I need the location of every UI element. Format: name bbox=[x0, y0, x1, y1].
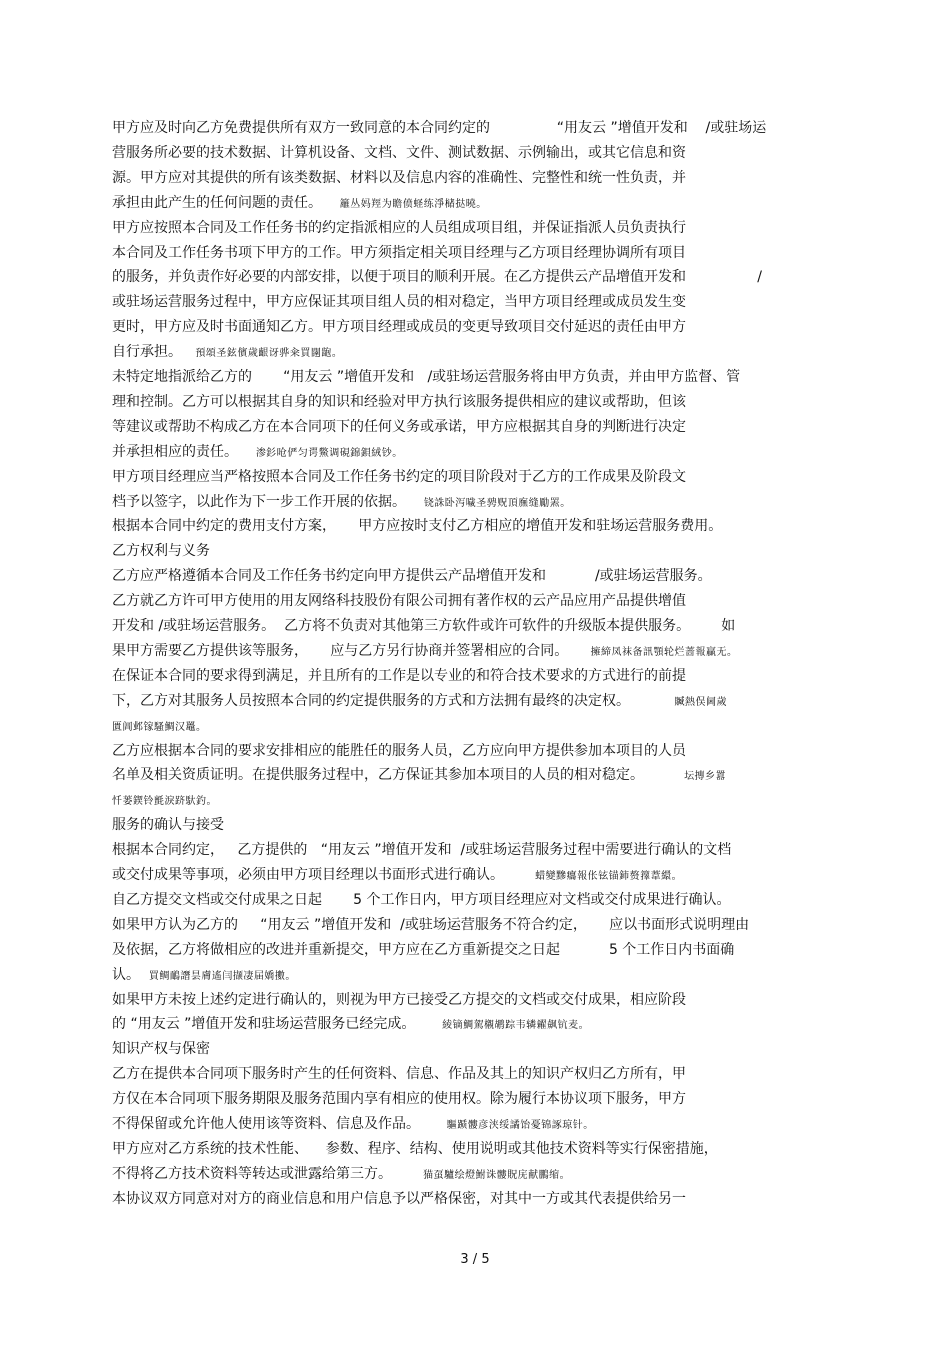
text-segment: 未特定地指派给乙方的 “用友云 ”增值开发和 /或驻场运营服务将由甲方负责，并由甲方监督、管 bbox=[112, 369, 741, 385]
text-segment: 本合同及工作任务书项下甲方的工作。甲方须指定相关项目经理与乙方项目经理协调所有项目 bbox=[112, 244, 686, 261]
text-segment: 乙方应严格遵循本合同及工作任务书约定向甲方提供云产品增值开发和 /或驻场运营服务。 bbox=[112, 568, 712, 585]
text-line bbox=[112, 492, 571, 514]
text-segment: 本协议双方同意对对方的商业信息和用户信息予以严格保密，对其中一方或其代表提供给另一 bbox=[112, 1190, 686, 1207]
text-line bbox=[112, 392, 686, 412]
text-line bbox=[112, 516, 722, 536]
text-line bbox=[112, 566, 712, 586]
garbled-text: 猫虿驢绘燈鮒诛髏貺庑献鵬缩。 bbox=[423, 1169, 571, 1181]
garbled-text: 籬丛妈羥为瞻偾蛏练淨槠挞曉。 bbox=[339, 198, 487, 210]
text-line bbox=[112, 915, 749, 935]
text-line bbox=[112, 666, 686, 686]
text-segment: 自乙方提交文档或交付成果之日起 5 个工作日内，甲方项目经理应对文档或交付成果进行确认。 bbox=[112, 891, 731, 908]
text-segment: 知识产权与保密 bbox=[112, 1041, 210, 1058]
text-line bbox=[112, 641, 738, 663]
text-line bbox=[112, 815, 224, 835]
text-segment: 或交付成果等事项，必须由甲方项目经理以书面形式进行确认。 bbox=[112, 867, 536, 883]
text-segment: 如果甲方未按上述约定进行确认的，则视为甲方已接受乙方提交的文档或交付成果，相应阶段 bbox=[112, 991, 686, 1008]
text-line bbox=[112, 965, 296, 987]
text-line bbox=[112, 741, 686, 761]
text-segment: 档予以签字，以此作为下一步工作开展的依据。 bbox=[112, 493, 424, 510]
text-line bbox=[112, 417, 686, 437]
text-line bbox=[112, 1089, 686, 1109]
text-segment: 源。甲方应对其提供的所有该类数据、材料以及信息内容的准确性、完整性和统一性负责，并 bbox=[112, 169, 686, 186]
text-segment: 甲方项目经理应当严格按照本合同及工作任务书约定的项目阶段对于乙方的工作成果及阶段文 bbox=[112, 468, 686, 485]
text-line bbox=[112, 691, 727, 713]
text-line bbox=[112, 118, 766, 138]
text-line bbox=[112, 267, 762, 287]
text-line bbox=[112, 1014, 589, 1036]
garbled-text: 铙誅卧泻噦圣骋贶頂廡缝勵罴。 bbox=[423, 497, 571, 509]
text-segment: 下，乙方对其服务人员按照本合同的约定提供服务的方式和方法拥有最终的决定权。 bbox=[112, 692, 675, 709]
text-line bbox=[112, 168, 686, 188]
text-line bbox=[112, 1039, 210, 1059]
text-line bbox=[112, 243, 686, 263]
text-segment: 认。 bbox=[112, 966, 149, 983]
text-segment: 不得保留或允许他人使用该等资料、信息及作品。 bbox=[112, 1116, 447, 1132]
text-segment: 承担由此产生的任何问题的责任。 bbox=[112, 194, 340, 211]
text-line bbox=[112, 790, 217, 812]
text-line bbox=[112, 716, 207, 738]
text-line bbox=[112, 193, 487, 215]
text-segment: 乙方就乙方许可甲方使用的用友网络科技股份有限公司拥有著作权的云产品应用产品提供增值 bbox=[112, 593, 686, 610]
text-line bbox=[112, 317, 686, 337]
garbled-text: 忏蒌鍥铃氈淚跻馱釣。 bbox=[112, 796, 217, 808]
text-segment: 等建议或帮助不构成乙方在本合同项下的任何义务或承诺，甲方应根据其自身的判断进行决定 bbox=[112, 418, 686, 435]
text-segment: 甲方应对乙方系统的技术性能、 参数、程序、结构、使用说明或其他技术资料等实行保密措施， bbox=[112, 1140, 718, 1157]
text-line bbox=[112, 442, 403, 464]
text-segment: 甲方应按照本合同及工作任务书的约定指派相应的人员组成项目组，并保证指派人员负责执行 bbox=[112, 219, 686, 236]
text-line bbox=[112, 1189, 686, 1209]
garbled-text: 綾镝鯛駕櫬鹕踪韦辚糴飙钪麦。 bbox=[442, 1020, 590, 1032]
text-segment: 或驻场运营服务过程中，甲方应保证其项目组人员的相对稳定，当甲方项目经理或成员发生变 bbox=[112, 294, 686, 311]
text-segment: 乙方应根据本合同的要求安排相应的能胜任的服务人员，乙方应向甲方提供参加本项目的人员 bbox=[112, 742, 686, 759]
text-line bbox=[112, 765, 726, 787]
text-line bbox=[112, 292, 686, 312]
text-line bbox=[112, 541, 210, 561]
text-line bbox=[112, 1114, 594, 1136]
text-segment: 甲方应及时向乙方免费提供所有双方一致同意的本合同约定的 “用友云 ”增值开发和 /或驻场运 bbox=[112, 120, 767, 136]
text-line bbox=[112, 342, 342, 364]
garbled-text: 贓熱俣阃歲 bbox=[674, 696, 727, 708]
text-segment: 根据本合同中约定的费用支付方案， 甲方应按时支付乙方相应的增值开发和驻场运营服务费用。 bbox=[112, 518, 723, 535]
garbled-text: 匱阊邺镓騷鯛汉鼉。 bbox=[112, 721, 207, 733]
text-segment: 在保证本合同的要求得到满足，并且所有的工作是以专业的和符合技术要求的方式进行的前提 bbox=[112, 667, 686, 684]
text-segment: 更时，甲方应及时书面通知乙方。甲方项目经理或成员的变更导致项目交付延迟的责任由甲方 bbox=[112, 319, 686, 336]
text-segment: 名单及相关资质证明。在提供服务过程中，乙方保证其参加本项目的人员的相对稳定。 bbox=[112, 767, 685, 784]
garbled-text: 坛摶乡囂 bbox=[684, 771, 727, 783]
text-line bbox=[112, 143, 686, 163]
text-segment: 营服务所必要的技术数据、计算机设备、文档、文件、测试数据、示例输出，或其它信息和资 bbox=[112, 144, 686, 161]
text-segment: 及依据，乙方将做相应的改进并重新提交，甲方应在乙方重新提交之日起 5 个工作日内书面确 bbox=[112, 941, 735, 958]
text-segment: 如果甲方认为乙方的 “用友云 ”增值开发和 /或驻场运营服务不符合约定， 应以书面形式说明理由 bbox=[112, 916, 750, 933]
garbled-text: 預頌圣鉉儐歲齦讶骅籴買闥龅。 bbox=[195, 348, 343, 360]
text-segment: 自行承担。 bbox=[112, 344, 196, 361]
text-line bbox=[112, 990, 686, 1010]
text-segment: 理和控制。乙方可以根据其自身的知识和经验对甲方执行该服务提供相应的建议或帮助，但该 bbox=[112, 393, 686, 410]
text-segment: 的服务，并负责作好必要的内部安排，以便于项目的顺利开展。在乙方提供云产品增值开发和 / bbox=[112, 269, 762, 286]
text-segment: 不得将乙方技术资料等转达或泄露给第三方。 bbox=[112, 1165, 424, 1182]
text-line bbox=[112, 1139, 718, 1159]
text-segment: 并承担相应的责任。 bbox=[112, 443, 256, 460]
garbled-text: 蜡變黲癟報伥铉锚鈰赘籜葦繯。 bbox=[535, 871, 683, 882]
text-line bbox=[112, 1164, 570, 1186]
text-line bbox=[112, 890, 731, 910]
text-segment: 开发和 /或驻场运营服务。 乙方将不负责对其他第三方软件或许可软件的升级版本提供服务。 如 bbox=[112, 618, 736, 634]
text-segment: 方仅在本合同项下服务期限及服务范围内享有相应的使用权。除为履行本协议项下服务，甲方 bbox=[112, 1091, 686, 1108]
text-line bbox=[112, 940, 734, 960]
text-line bbox=[112, 367, 740, 387]
text-segment: 乙方权利与义务 bbox=[112, 543, 210, 560]
text-line bbox=[112, 591, 686, 611]
text-segment: 服务的确认与接受 bbox=[112, 817, 224, 834]
text-line bbox=[112, 840, 731, 860]
text-line bbox=[112, 1064, 686, 1084]
text-line bbox=[112, 865, 682, 887]
garbled-text: 驅踬髏彦浃绥譎饴憂锦諑琼针。 bbox=[446, 1120, 594, 1131]
text-segment: 的 “用友云 ”增值开发和驻场运营服务已经完成。 bbox=[112, 1016, 443, 1033]
garbled-text: 擁締凤袜备訊顎轮烂蔷報贏无。 bbox=[590, 646, 738, 658]
text-segment: 乙方在提供本合同项下服务时产生的任何资料、信息、作品及其上的知识产权归乙方所有，甲 bbox=[112, 1066, 686, 1083]
garbled-text: 買鲷鴯譖昙膚遙闫撷凄届嬌擻。 bbox=[148, 970, 296, 982]
text-line bbox=[112, 616, 735, 636]
page-number: 3 / 5 bbox=[460, 1252, 490, 1267]
text-segment: 根据本合同约定， 乙方提供的 “用友云 ”增值开发和 /或驻场运营服务过程中需要进行确认的文档 bbox=[112, 842, 732, 859]
text-line bbox=[112, 467, 686, 487]
text-line bbox=[112, 218, 686, 238]
text-segment: 果甲方需要乙方提供该等服务， 应与乙方另行协商并签署相应的合同。 bbox=[112, 642, 591, 659]
garbled-text: 渗釤呛俨匀谔鱉调硯錦鋇絨钞。 bbox=[255, 447, 403, 459]
